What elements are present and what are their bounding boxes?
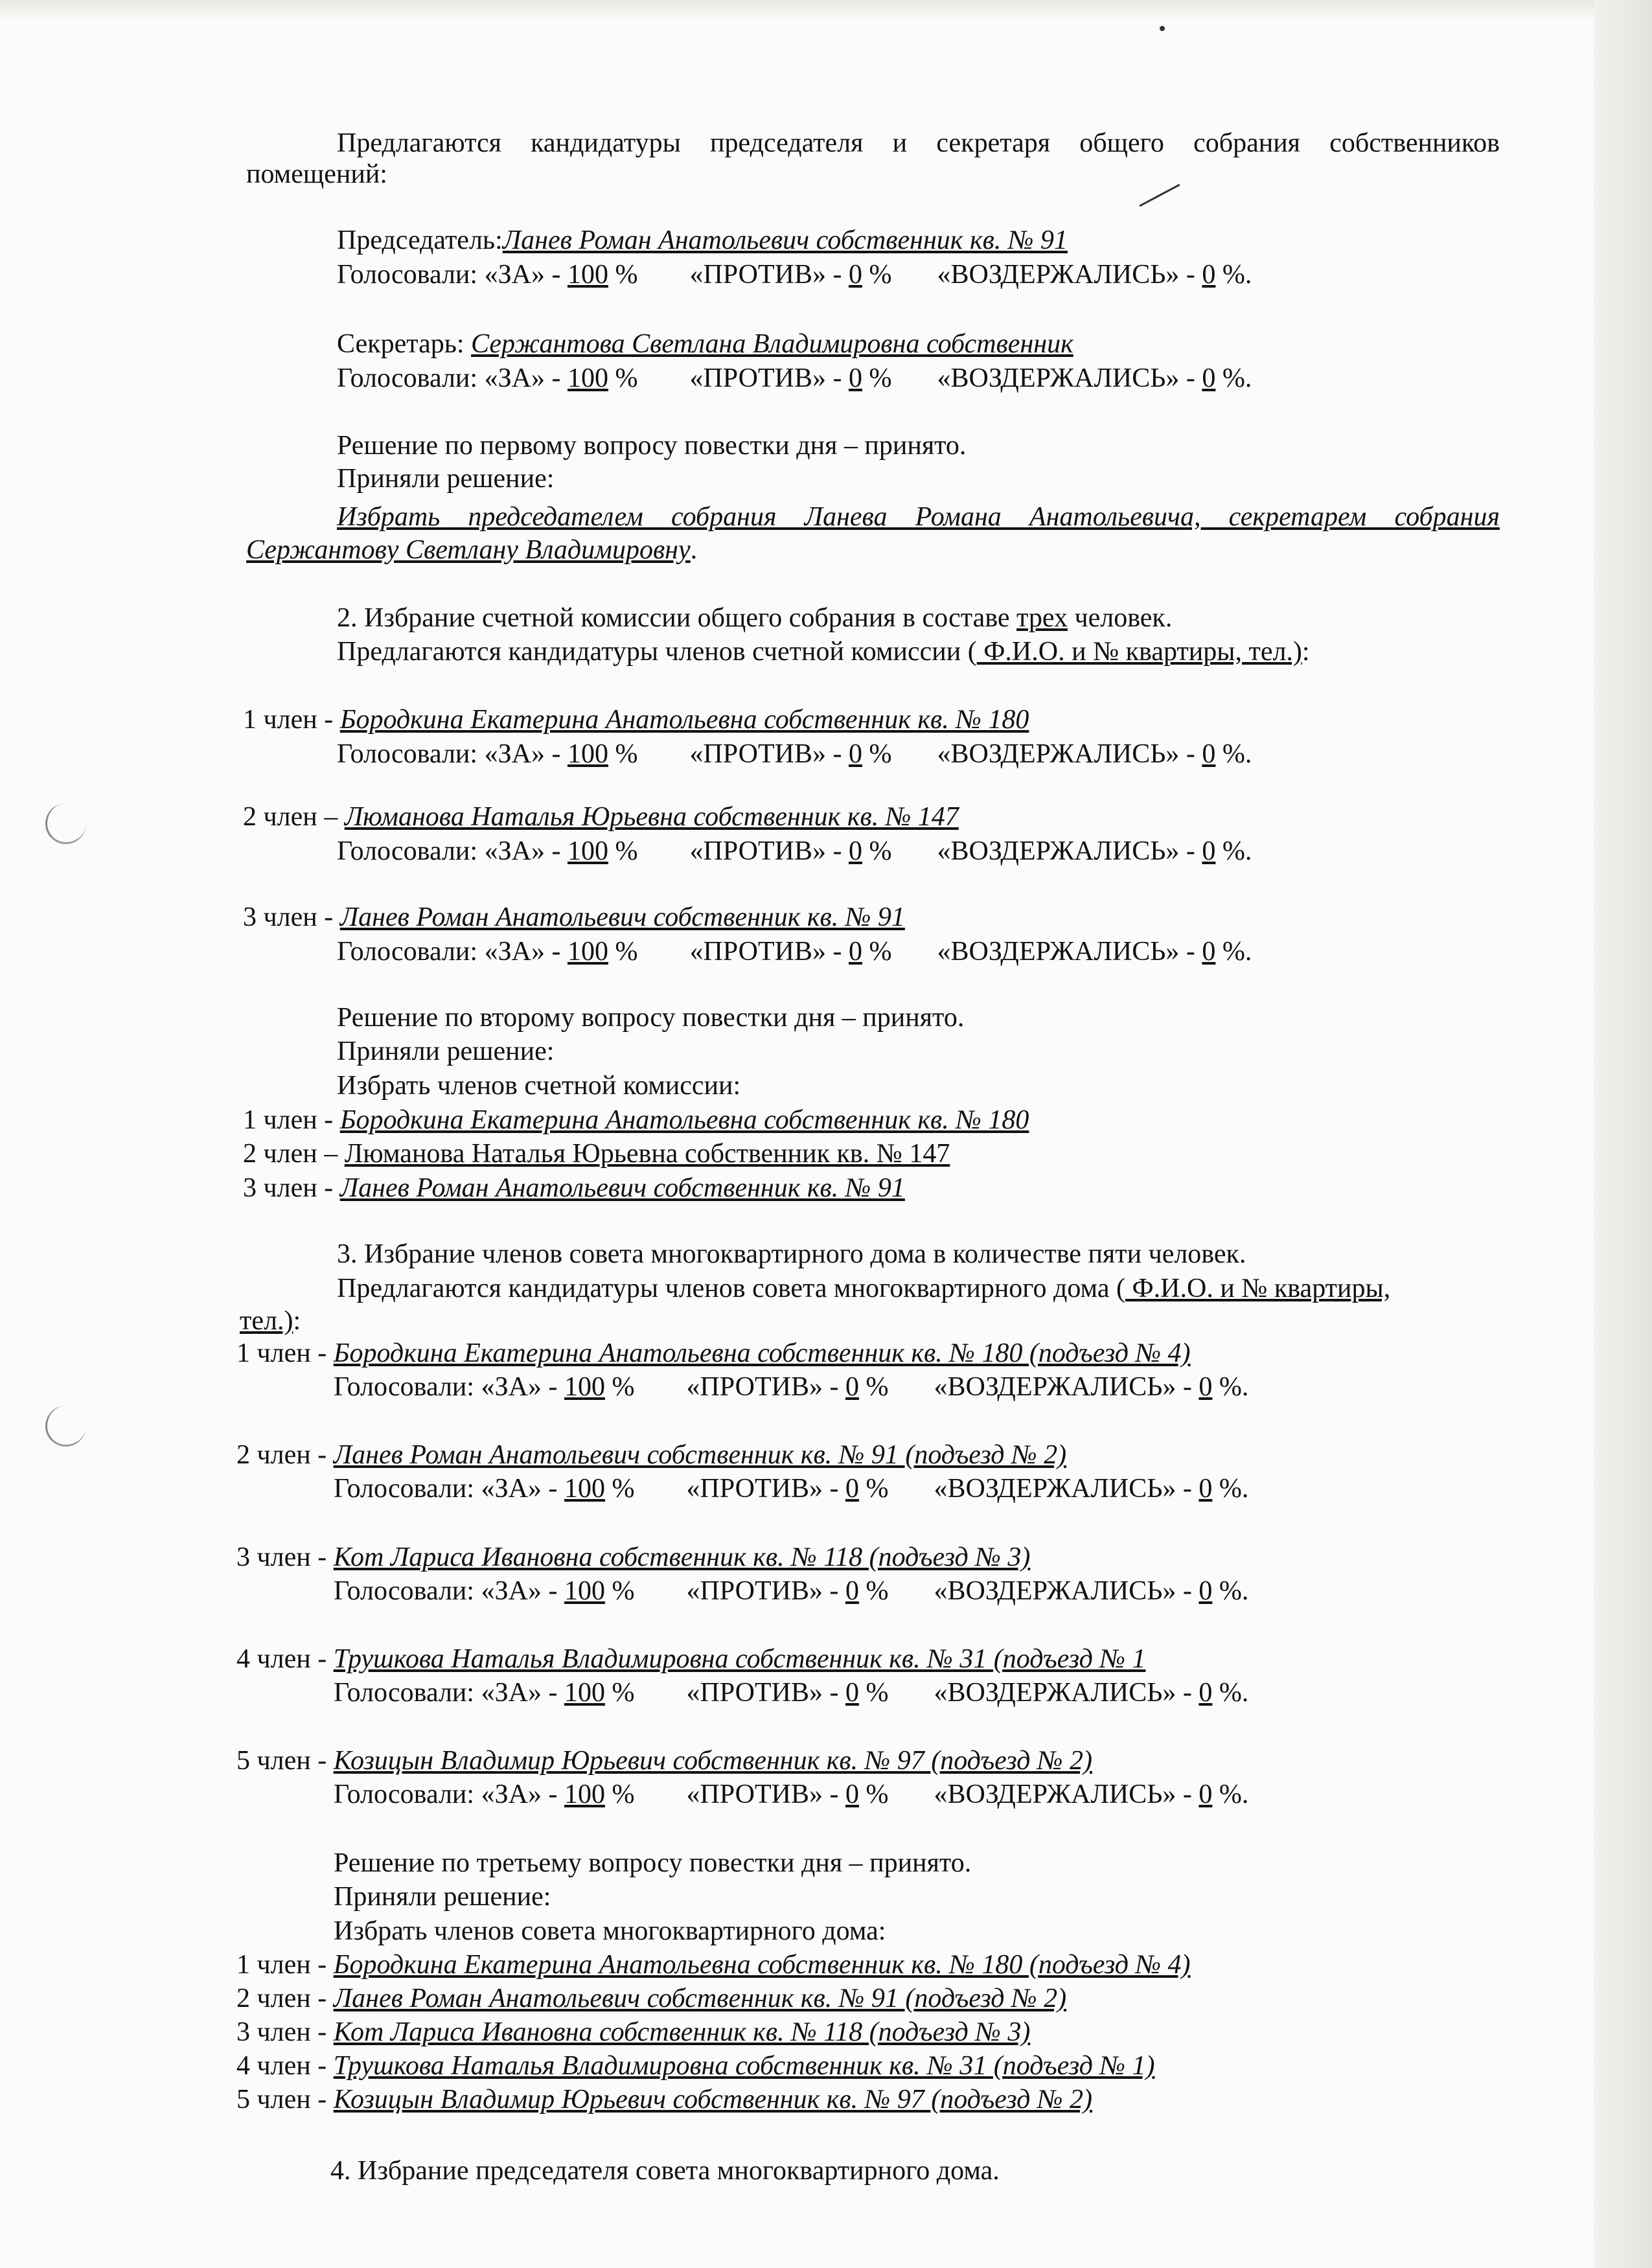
member-name: Ланев Роман Анатольевич собственник кв. № 91 (подъезд № 2) [333, 1984, 1067, 2013]
member-prefix: 2 член - [236, 1984, 334, 2013]
vote-protiv-label: «ПРОТИВ» - [686, 1474, 845, 1504]
vote-protiv-value: 0 [845, 1780, 859, 1809]
vote-za-value: 100 [564, 1576, 605, 1606]
member-prefix: 1 член - [243, 1105, 340, 1135]
vote-row-q3-m3 [334, 1574, 1248, 1608]
vote-row-q3-m4 [334, 1676, 1248, 1710]
member-name: Бородкина Екатерина Анатольевна собственник кв. № 180 [339, 705, 1029, 735]
vote-vozd-label: «ВОЗДЕРЖАЛИСЬ» - [937, 836, 1202, 866]
member-name: Бородкина Екатерина Анатольевна собственник кв. № 180 (подъезд № 4) [333, 1338, 1191, 1368]
vote-row-chairman [337, 258, 1252, 292]
vote-pct: % [604, 1780, 635, 1809]
vote-vozd-label: «ВОЗДЕРЖАЛИСЬ» - [937, 739, 1202, 769]
vote-protiv-value: 0 [845, 1576, 859, 1606]
member-prefix: 4 член - [236, 1644, 334, 1674]
vote-protiv-label: «ПРОТИВ» - [686, 1372, 845, 1402]
vote-vozd-value: 0 [1199, 1474, 1213, 1504]
q2-offer-b: : [1302, 637, 1310, 667]
vote-protiv-label: «ПРОТИВ» - [686, 1678, 845, 1708]
vote-prefix: Голосовали: «ЗА» - [334, 1678, 564, 1708]
q2-result-1 [243, 1103, 1029, 1137]
vote-za-value: 100 [567, 739, 608, 769]
q2-result-2 [243, 1137, 950, 1171]
vote-pct-end: %. [1215, 260, 1252, 290]
vote-za-value: 100 [564, 1678, 605, 1708]
member-prefix: 3 член - [236, 2017, 334, 2047]
q3-offer-u2: тел.) [240, 1306, 293, 1336]
member-name: Кот Лариса Ивановна собственник кв. № 118 (подъезд № 3) [333, 1542, 1031, 1572]
vote-pct: % [858, 1372, 889, 1402]
punch-hole-icon [45, 803, 86, 844]
vote-pct-end: %. [1215, 363, 1252, 393]
secretary-row [337, 327, 1073, 361]
punch-hole-icon [45, 1406, 86, 1447]
member-prefix: 1 член - [236, 1338, 334, 1368]
q3-offer [337, 1272, 1390, 1305]
vote-pct: % [608, 836, 638, 866]
vote-pct: % [858, 1474, 889, 1504]
vote-prefix: Голосовали: «ЗА» - [337, 739, 568, 769]
vote-pct-end: %. [1212, 1372, 1249, 1402]
decision1-status: Решение по первому вопросу повестки дня – принято. [337, 431, 967, 461]
vote-pct: % [608, 363, 638, 393]
q3-title: 3. Избрание членов совета многоквартирного дома в количестве пяти человек. [337, 1239, 1246, 1269]
q3-member-5 [236, 1744, 1092, 1778]
vote-pct-end: %. [1212, 1576, 1249, 1606]
q2-member-2 [243, 800, 959, 834]
vote-vozd-label: «ВОЗДЕРЖАЛИСЬ» - [934, 1474, 1199, 1504]
q3-member-1 [236, 1336, 1191, 1370]
member-name: Люманова Наталья Юрьевна собственник кв. № 147 [344, 802, 959, 832]
vote-pct: % [608, 739, 638, 769]
member-prefix: 2 член – [243, 1139, 345, 1169]
member-name: Ланев Роман Анатольевич собственник кв. № 91 [339, 1173, 905, 1203]
chairman-row [337, 223, 1068, 257]
vote-vozd-value: 0 [1202, 937, 1216, 967]
vote-protiv-value: 0 [845, 1474, 859, 1504]
vote-vozd-value: 0 [1199, 1576, 1213, 1606]
vote-prefix: Голосовали: «ЗА» - [334, 1780, 564, 1809]
vote-protiv-label: «ПРОТИВ» - [686, 1576, 845, 1606]
q4-title: 4. Избрание председателя совета многоквартирного дома. [330, 2156, 1000, 2186]
vote-prefix: Голосовали: «ЗА» - [334, 1474, 564, 1504]
q2-offer [337, 635, 1310, 669]
vote-pct-end: %. [1215, 739, 1252, 769]
vote-pct: % [604, 1576, 635, 1606]
q2-offer-u: Ф.И.О. и № квартиры, тел.) [976, 637, 1302, 667]
q2-status: Решение по второму вопросу повестки дня – принято. [337, 1003, 965, 1033]
vote-vozd-label: «ВОЗДЕРЖАЛИСЬ» - [937, 260, 1202, 290]
q2-title [337, 601, 1172, 635]
member-prefix: 5 член - [236, 1746, 334, 1776]
q3-member-4 [236, 1642, 1145, 1676]
q3-result-2 [236, 1982, 1066, 2015]
member-prefix: 1 член - [243, 705, 340, 735]
member-name: Трушкова Наталья Владимировна собственник кв. № 31 (подъезд № 1 [333, 1644, 1146, 1674]
vote-vozd-value: 0 [1202, 739, 1216, 769]
member-name: Кот Лариса Ивановна собственник кв. № 118 (подъезд № 3) [333, 2017, 1031, 2047]
vote-pct: % [608, 937, 638, 967]
vote-vozd-label: «ВОЗДЕРЖАЛИСЬ» - [934, 1576, 1199, 1606]
member-prefix: 1 член - [236, 1950, 334, 1980]
member-name: Бородкина Екатерина Анатольевна собственник кв. № 180 (подъезд № 4) [333, 1950, 1191, 1980]
vote-row-secretary [337, 361, 1252, 395]
q2-elect: Избрать членов счетной комиссии: [337, 1071, 741, 1101]
vote-row-q2-m2 [337, 834, 1252, 868]
vote-protiv-label: «ПРОТИВ» - [689, 260, 849, 290]
vote-protiv-value: 0 [848, 937, 862, 967]
vote-za-value: 100 [564, 1780, 605, 1809]
member-prefix: 2 член – [243, 802, 345, 832]
vote-vozd-value: 0 [1202, 836, 1216, 866]
member-prefix: 3 член - [236, 1542, 334, 1572]
decision1-text-2-row [246, 533, 697, 567]
vote-protiv-value: 0 [848, 739, 862, 769]
vote-prefix: Голосовали: «ЗА» - [337, 836, 568, 866]
q3-result-1 [236, 1948, 1191, 1982]
intro-line-2: помещений: [246, 159, 387, 189]
vote-pct: % [858, 1576, 889, 1606]
vote-pct: % [862, 739, 892, 769]
scan-speck [1160, 26, 1165, 31]
vote-row-q3-m5 [334, 1778, 1248, 1811]
vote-pct: % [862, 260, 892, 290]
member-name: Бородкина Екатерина Анатольевна собственник кв. № 180 [339, 1105, 1029, 1135]
q3-result-3 [236, 2015, 1030, 2049]
q3-accepted: Приняли решение: [334, 1882, 551, 1912]
vote-pct: % [604, 1474, 635, 1504]
q3-offer-2 [240, 1304, 301, 1338]
intro-line-1: Предлагаются кандидатуры председателя и секретаря общего собрания собственников [337, 128, 1500, 158]
q2-member-1 [243, 703, 1029, 737]
q2-title-a: 2. Избрание счетной комиссии общего собрания в составе [337, 603, 1017, 633]
q3-offer-u: Ф.И.О. и № квартиры, [1125, 1274, 1391, 1303]
q3-status: Решение по третьему вопросу повестки дня – принято. [334, 1848, 972, 1878]
vote-pct: % [858, 1678, 889, 1708]
member-name: Ланев Роман Анатольевич собственник кв. № 91 [339, 902, 905, 932]
vote-pct-end: %. [1212, 1678, 1249, 1708]
vote-pct-end: %. [1212, 1780, 1249, 1809]
vote-protiv-value: 0 [848, 836, 862, 866]
vote-vozd-label: «ВОЗДЕРЖАЛИСЬ» - [934, 1780, 1199, 1809]
vote-za-value: 100 [567, 836, 608, 866]
member-prefix: 3 член - [243, 902, 340, 932]
vote-protiv-value: 0 [845, 1678, 859, 1708]
vote-protiv-value: 0 [845, 1372, 859, 1402]
secretary-name: Сержантова Светлана Владимировна собственник [471, 329, 1073, 359]
chairman-name: Ланев Роман Анатольевич собственник кв. № 91 [502, 225, 1068, 255]
member-name: Козицын Владимир Юрьевич собственник кв. № 97 (подъезд № 2) [333, 2085, 1092, 2114]
chairman-label: Председатель: [337, 225, 503, 255]
vote-vozd-value: 0 [1199, 1678, 1213, 1708]
member-prefix: 3 член - [243, 1173, 340, 1203]
vote-protiv-value: 0 [848, 260, 862, 290]
vote-prefix: Голосовали: «ЗА» - [337, 937, 568, 967]
member-prefix: 4 член - [236, 2051, 334, 2081]
vote-pct: % [608, 260, 638, 290]
vote-pct: % [862, 363, 892, 393]
q2-offer-a: Предлагаются кандидатуры членов счетной комиссии ( [337, 637, 977, 667]
vote-pct: % [858, 1780, 889, 1809]
q2-title-b: человек. [1067, 603, 1173, 633]
vote-protiv-label: «ПРОТИВ» - [686, 1780, 845, 1809]
decision1-text-1: Избрать председателем собрания Ланева Романа Анатольевича, секретарем собрания [337, 502, 1500, 532]
vote-protiv-label: «ПРОТИВ» - [689, 937, 849, 967]
vote-pct-end: %. [1215, 836, 1252, 866]
vote-row-q3-m1 [334, 1370, 1248, 1404]
secretary-label: Секретарь: [337, 329, 465, 359]
vote-row-q2-m1 [337, 737, 1252, 771]
decision1-accepted: Приняли решение: [337, 464, 555, 494]
vote-za-value: 100 [567, 937, 608, 967]
vote-protiv-value: 0 [848, 363, 862, 393]
vote-pct-end: %. [1212, 1474, 1249, 1504]
q3-result-5 [236, 2083, 1092, 2116]
vote-vozd-value: 0 [1202, 260, 1216, 290]
scan-top-edge [0, 0, 1652, 19]
vote-vozd-label: «ВОЗДЕРЖАЛИСЬ» - [937, 937, 1202, 967]
member-name: Люманова Наталья Юрьевна собственник кв. № 147 [344, 1139, 950, 1169]
vote-protiv-label: «ПРОТИВ» - [689, 739, 849, 769]
vote-za-value: 100 [567, 363, 608, 393]
q3-member-2 [236, 1438, 1066, 1472]
vote-vozd-value: 0 [1199, 1372, 1213, 1402]
vote-prefix: Голосовали: «ЗА» - [337, 363, 568, 393]
member-prefix: 2 член - [236, 1440, 334, 1470]
vote-vozd-label: «ВОЗДЕРЖАЛИСЬ» - [934, 1372, 1199, 1402]
vote-za-value: 100 [564, 1474, 605, 1504]
vote-vozd-value: 0 [1202, 363, 1216, 393]
vote-protiv-label: «ПРОТИВ» - [689, 363, 849, 393]
q3-result-4 [236, 2049, 1154, 2083]
vote-row-q2-m3 [337, 935, 1252, 968]
vote-pct: % [862, 937, 892, 967]
vote-za-value: 100 [564, 1372, 605, 1402]
vote-vozd-label: «ВОЗДЕРЖАЛИСЬ» - [934, 1678, 1199, 1708]
vote-prefix: Голосовали: «ЗА» - [337, 260, 568, 290]
q3-elect: Избрать членов совета многоквартирного дома: [334, 1916, 886, 1946]
vote-pct: % [604, 1678, 635, 1708]
vote-pct: % [604, 1372, 635, 1402]
q2-title-u: трех [1016, 603, 1068, 633]
vote-pct-end: %. [1215, 937, 1252, 967]
vote-prefix: Голосовали: «ЗА» - [334, 1372, 564, 1402]
member-prefix: 5 член - [236, 2085, 334, 2114]
q2-result-3 [243, 1171, 905, 1205]
vote-pct: % [862, 836, 892, 866]
member-name: Козицын Владимир Юрьевич собственник кв. № 97 (подъезд № 2) [333, 1746, 1092, 1776]
q3-offer-a: Предлагаются кандидатуры членов совета многоквартирного дома ( [337, 1274, 1125, 1303]
q3-offer-b: : [293, 1306, 301, 1336]
vote-prefix: Голосовали: «ЗА» - [334, 1576, 564, 1606]
vote-za-value: 100 [567, 260, 608, 290]
q3-member-3 [236, 1541, 1030, 1574]
vote-protiv-label: «ПРОТИВ» - [689, 836, 849, 866]
vote-row-q3-m2 [334, 1472, 1248, 1506]
member-name: Ланев Роман Анатольевич собственник кв. № 91 (подъезд № 2) [333, 1440, 1067, 1470]
scan-right-edge [1594, 0, 1652, 2268]
vote-vozd-label: «ВОЗДЕРЖАЛИСЬ» - [937, 363, 1202, 393]
q2-member-3 [243, 900, 905, 934]
pen-mark [1139, 184, 1180, 207]
vote-vozd-value: 0 [1199, 1780, 1213, 1809]
member-name: Трушкова Наталья Владимировна собственник кв. № 31 (подъезд № 1) [333, 2051, 1155, 2081]
decision1-period: . [690, 535, 698, 565]
decision1-text-2: Сержантову Светлану Владимировну [246, 535, 691, 565]
q2-accepted: Приняли решение: [337, 1037, 555, 1066]
